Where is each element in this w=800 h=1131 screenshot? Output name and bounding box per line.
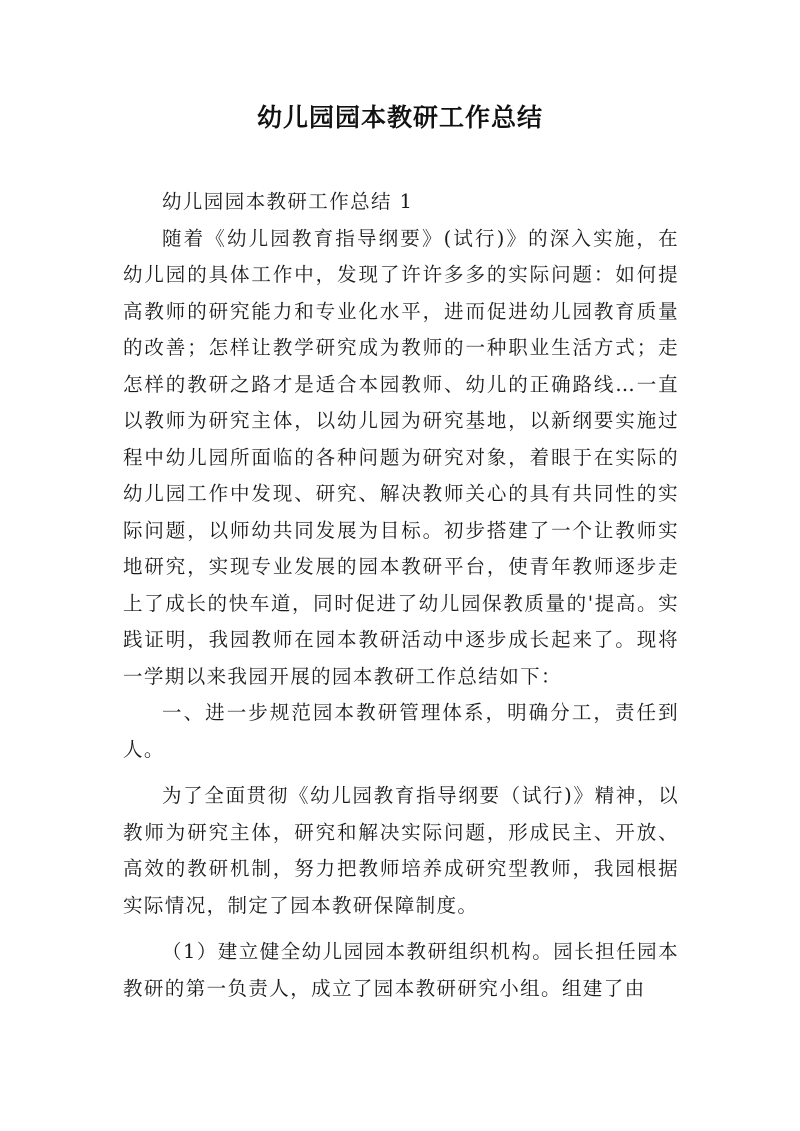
item-one-paragraph: （1）建立健全幼儿园园本教研组织机构。园长担任园本教研的第一负责人，成立了园本教研研究小组。组建了由 [123,940,679,1000]
point-one-heading: 一、进一步规范园本教研管理体系，明确分工，责任到人。 [123,701,679,761]
document-body [123,184,679,1007]
section-heading: 幼儿园园本教研工作总结 1 [162,190,414,213]
document-title: 幼儿园园本教研工作总结 [256,103,543,132]
intro-paragraph: 随着《幼儿园教育指导纲要》(试行)》的深入实施，在幼儿园的具体工作中，发现了许许多多的实际问题：如何提高教师的研究能力和专业化水平，进而促进幼儿园教育质量的改善；怎样让教学研究成为教师的一种职业生活方式；走怎样的教研之路才是适合本园教师、幼儿的正确路线…一直以教师为研究主体，以幼儿园为研究基地，以新纲要实施过程中幼儿园所面临的各种问题为研究对象，着眼于在实际的幼儿园工作中发现、研究、解决教师关心的具有共同性的实际问题，以师幼共同发展为目标。初步搭建了一个让教师实地研究，实现专业发展的园本教研平台，使青年教师逐步走上了成长的快车道，同时促进了幼儿园保教质量的'提高。实践证明，我园教师在园本教研活动中逐步成长起来了。现将一学期以来我园开展的园本教研工作总结如下： [123,226,679,688]
point-one-paragraph: 为了全面贯彻《幼儿园教育指导纲要（试行)》精神，以教师为研究主体，研究和解决实际问题，形成民主、开放、高效的教研机制，努力把教师培养成研究型教师，我园根据实际情况，制定了园本教研保障制度。 [123,784,679,917]
